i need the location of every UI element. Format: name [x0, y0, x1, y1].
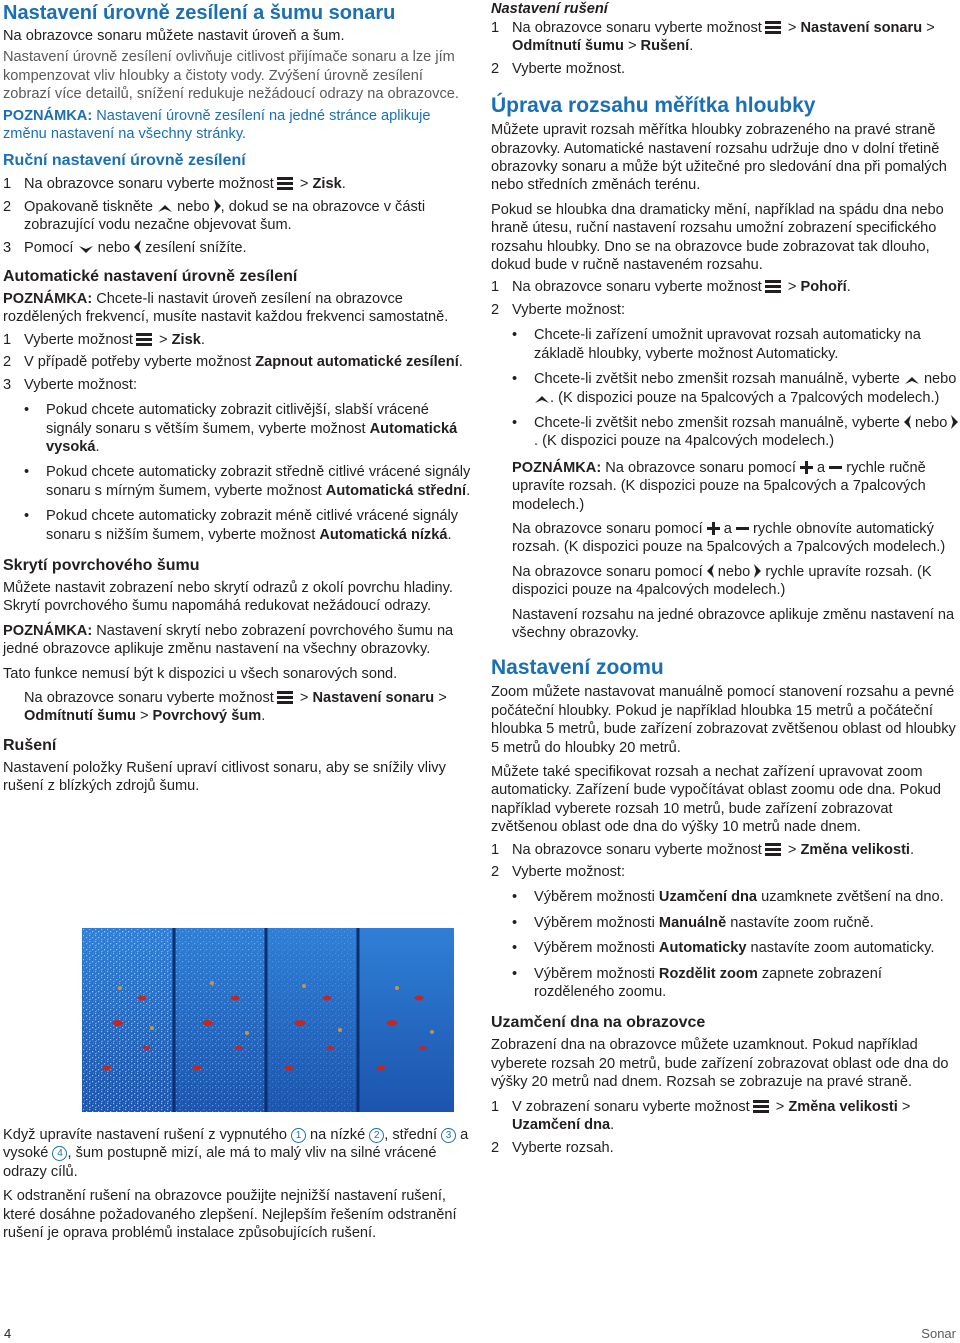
step	[3, 198, 471, 235]
paragraph: Můžete nastavit zobrazení nebo skrytí odrazů z okolí povrchu hladiny. Skrytí povrchového šumu napomáhá redukovat nežádoucí odrazy.	[3, 579, 453, 615]
list-item: • Pokud chcete automaticky zobrazit citlivější, slabší vrácené signály sonaru s větším šumem, vyberte možnost Automatická vysoká.	[24, 402, 458, 455]
section-title-zoom: Nastavení zoomu	[491, 656, 664, 680]
sonar-noise-image	[82, 928, 454, 1112]
heading-manual-gain: Ruční nastavení úrovně zesílení	[3, 152, 246, 170]
panel-2	[176, 928, 264, 1112]
step-number: 3	[3, 239, 12, 256]
step	[3, 353, 471, 371]
step-text: Na obrazovce sonaru vyberte možnost > Zisk.	[24, 176, 346, 193]
step-text: Na obrazovce sonaru vyberte možnost > Pohoří.	[512, 279, 851, 296]
arrow-right-icon	[214, 199, 221, 213]
step-number: 3	[3, 376, 12, 393]
section-title-depth-range: Úprava rozsahu měřítka hloubky	[491, 94, 816, 118]
panel-3	[268, 928, 356, 1112]
step	[491, 1098, 959, 1135]
note-label: POZNÁMKA:	[3, 622, 93, 639]
arrow-up-icon	[534, 395, 550, 404]
list-item: • Pokud chcete automaticky zobrazit středně citlivé vrácené signály sonaru s mírným šumem, vyberte možnost Automatická střední.	[24, 464, 471, 499]
paragraph: Můžete upravit rozsah měřítka hloubky zobrazeného na pravé straně obrazovky. Automatické nastavení rozsahu udržuje dno v dolní třetině obrazovky sonaru a může být užitečné pro sledování dna při pomalých nebo středních změnách terénu.	[491, 122, 947, 194]
step-number: 1	[3, 331, 12, 348]
step	[491, 301, 959, 319]
callout-2: 2	[369, 1128, 384, 1143]
heading-surface-noise: Skrytí povrchového šumu	[3, 556, 200, 574]
note-text: Chcete-li nastavit úroveň zesílení na obrazovce rozdělených frekvencí, musíte nastavit každou frekvenci samostatně.	[3, 291, 449, 326]
arrow-up-icon	[157, 204, 173, 213]
step-number: 1	[491, 1098, 500, 1115]
callout-1: 1	[291, 1128, 306, 1143]
list-item: • Chcete-li zvětšit nebo zmenšit rozsah manuálně, vyberte nebo . (K dispozici pouze na 4palcových modelech.)	[491, 414, 959, 451]
step-number: 2	[3, 354, 12, 371]
step	[3, 239, 471, 257]
list-item: • Chcete-li zařízení umožnit upravovat rozsah automaticky na základě hloubky, vyberte možnost Automaticky.	[512, 327, 921, 362]
step-text: Vyberte možnost:	[24, 376, 138, 393]
callout-4: 4	[52, 1146, 67, 1161]
note-label: POZNÁMKA:	[3, 291, 93, 308]
menu-icon	[136, 333, 152, 346]
step-text: V zobrazení sonaru vyberte možnost > Změna velikosti > Uzamčení dna.	[512, 1098, 911, 1134]
callout-3: 3	[441, 1128, 456, 1143]
step-number: 2	[491, 864, 500, 881]
step-number: 2	[491, 301, 500, 318]
paragraph: Když upravíte nastavení rušení z vypnutého 1 na nízké 2 , střední 3 a vysoké 4 , šum postupně mizí, ale má to malý vliv na silné vrácené odrazy cílů.	[3, 1127, 469, 1180]
step-text: Pomocí nebo zesílení snížíte.	[24, 239, 247, 256]
menu-icon	[765, 280, 781, 293]
heading-bottom-lock: Uzamčení dna na obrazovce	[491, 1014, 706, 1032]
step-number: 1	[491, 841, 500, 858]
plus-icon	[800, 461, 813, 474]
heading-interference: Rušení	[3, 736, 57, 754]
right-column	[491, 0, 959, 1157]
step-number: 2	[3, 198, 12, 215]
paragraph: Nastavení rozsahu na jedné obrazovce aplikuje změnu nastavení na všechny obrazovky.	[512, 606, 955, 641]
step-text: Vyberte rozsah.	[512, 1139, 614, 1156]
step-text: Vyberte možnost:	[512, 864, 626, 881]
note-text: Nastavení úrovně zesílení na jedné stránce aplikuje změnu nastavení na všechny stránky.	[3, 107, 431, 143]
step-text: Na obrazovce sonaru vyberte možnost > Nastavení sonaru > Odmítnutí šumu > Rušení.	[512, 20, 935, 55]
heading-auto-gain: Automatické nastavení úrovně zesílení	[3, 268, 298, 286]
minus-icon	[829, 461, 842, 474]
paragraph: Nastavení úrovně zesílení ovlivňuje citlivost přijímače sonaru a lze jím kompenzovat vliv hloubky a čistoty vody. Zvýšení úrovně zesílení zobrazí více detailů, snížení redukuje nežádoucí odrazy na obrazovce.	[3, 49, 459, 103]
paragraph: Můžete také specifikovat rozsah a nechat zařízení upravovat zoom automaticky. Zařízení bude vypočítávat oblast zoomu ode dna. Pokud například vyberete rozsah 10 metrů, bude zařízení zobrazovat zvětšenou oblast ode dna do výšky 10 metrů nade dnem.	[491, 764, 941, 836]
step-text: Vyberte možnost.	[512, 60, 626, 77]
step	[3, 175, 471, 193]
step	[491, 841, 959, 859]
paragraph: Na obrazovce sonaru můžete nastavit úroveň a šum.	[3, 28, 345, 44]
paragraph: Zobrazení dna na obrazovce můžete uzamknout. Pokud například vyberete rozsah 20 metrů, bude zařízení zobrazovat oblast ode dna do výšky 20 metrů nad dnem. Rozsah se zobrazuje na pravé straně.	[491, 1037, 949, 1091]
section-title-gain-noise: Nastavení úrovně zesílení a šumu sonaru	[3, 2, 396, 24]
step	[491, 863, 959, 881]
step-text: Na obrazovce sonaru vyberte možnost > Změna velikosti.	[512, 841, 915, 858]
arrow-right-icon	[951, 415, 958, 429]
list-item: • Výběrem možnosti Manuálně nastavíte zoom ručně.	[512, 914, 874, 931]
heading-interference-settings: Nastavení rušení	[491, 1, 608, 17]
menu-icon	[277, 691, 293, 704]
list-item: • Pokud chcete automaticky zobrazit méně citlivé vrácené signály sonaru s nižším šumem, vyberte možnost Automatická nízká.	[24, 508, 459, 543]
instruction: Na obrazovce sonaru vyberte možnost > Nastavení sonaru > Odmítnutí šumu > Povrchový šum.	[24, 689, 447, 725]
left-column	[3, 0, 471, 796]
note-text: Nastavení skrytí nebo zobrazení povrchového šumu na jedné obrazovce aplikuje změnu nastavení na všechny obrazovky.	[3, 622, 454, 658]
note	[3, 290, 471, 327]
arrow-left-icon	[707, 564, 714, 578]
footer-section: Sonar	[921, 1326, 956, 1341]
step-text: Opakovaně tiskněte nebo , dokud se na obrazovce v části zobrazující vodu nezačne objevovat šum.	[24, 198, 426, 234]
note	[3, 107, 471, 144]
list-item: • Výběrem možnosti Rozdělit zoom zapnete zobrazení rozděleného zoomu.	[512, 965, 882, 1001]
menu-icon	[765, 843, 781, 856]
step-text: Vyberte možnost:	[512, 301, 626, 318]
note: POZNÁMKA: Na obrazovce sonaru pomocí a rychle ručně upravíte rozsah. (K dispozici pouze na 5palcových a 7palcových modelech.)	[512, 459, 926, 513]
paragraph: Zoom můžete nastavovat manuálně pomocí stanovení rozsahu a pevné počáteční hloubky. Pokud je například hloubka 15 metrů a počáteční hloubka 5 metrů, bude zařízení zobrazovat zvětšenou oblast od hloubky 5 metrů do hloubky 20 metrů.	[491, 684, 956, 756]
arrow-up-icon	[904, 376, 920, 385]
step	[3, 376, 471, 394]
menu-icon	[277, 177, 293, 190]
paragraph: Pokud se hloubka dna dramaticky mění, například na spádu dna nebo hraně útesu, ruční nastavení rozsahu umožní zobrazení specifického rozsahu hloubky. Dno se na obrazovce bude zobrazovat tak dlouho, dokud bude v ručně nastaveném rozsahu.	[491, 201, 944, 274]
left-column-lower	[3, 1126, 471, 1242]
plus-icon	[707, 522, 720, 535]
paragraph: Nastavení položky Rušení upraví citlivost sonaru, aby se snížily vlivy rušení z blízkých zdrojů šumu.	[3, 759, 446, 795]
minus-icon	[736, 522, 749, 535]
step	[3, 331, 471, 349]
paragraph: Tato funkce nemusí být k dispozici u všech sonarových sond.	[3, 665, 398, 682]
step	[491, 19, 959, 56]
step	[491, 1139, 959, 1157]
panel-1	[82, 928, 175, 1112]
step-number: 2	[491, 60, 500, 77]
menu-icon	[753, 1100, 769, 1113]
step-number: 2	[491, 1139, 500, 1156]
note-label: POZNÁMKA:	[3, 107, 93, 124]
step-number: 1	[3, 176, 12, 193]
step-text: V případě potřeby vyberte možnost Zapnout automatické zesílení.	[24, 354, 463, 371]
list-item: • Výběrem možnosti Uzamčení dna uzamknete zvětšení na dno.	[512, 889, 944, 906]
paragraph: Na obrazovce sonaru pomocí a rychle obnovíte automatický rozsah. (K dispozici pouze na 5palcových a 7palcových modelech.)	[512, 520, 946, 556]
paragraph: K odstranění rušení na obrazovce použijte nejnižší nastavení rušení, které dosáhne požadovaného zlepšení. Nejlepším řešením odstranění rušení je oprava problémů instalace způsobujících rušení.	[3, 1188, 457, 1242]
step	[491, 278, 959, 296]
step-number: 1	[491, 279, 500, 296]
menu-icon	[765, 21, 781, 34]
step-number: 1	[491, 20, 500, 36]
note	[3, 622, 471, 659]
page-number: 4	[4, 1326, 12, 1341]
paragraph: Na obrazovce sonaru pomocí nebo rychle upravíte rozsah. (K dispozici pouze na 4palcových modelech.)	[512, 563, 932, 599]
list-item: • Chcete-li zvětšit nebo zmenšit rozsah manuálně, vyberte nebo . (K dispozici pouze na 5palcových a 7palcových modelech.)	[512, 371, 957, 406]
arrow-down-icon	[78, 245, 94, 254]
note-label: POZNÁMKA:	[512, 459, 602, 476]
arrow-left-icon	[904, 415, 911, 429]
step-text: Vyberte možnost > Zisk.	[24, 331, 205, 348]
list-item: • Výběrem možnosti Automaticky nastavíte zoom automaticky.	[512, 940, 935, 957]
step	[491, 60, 959, 78]
